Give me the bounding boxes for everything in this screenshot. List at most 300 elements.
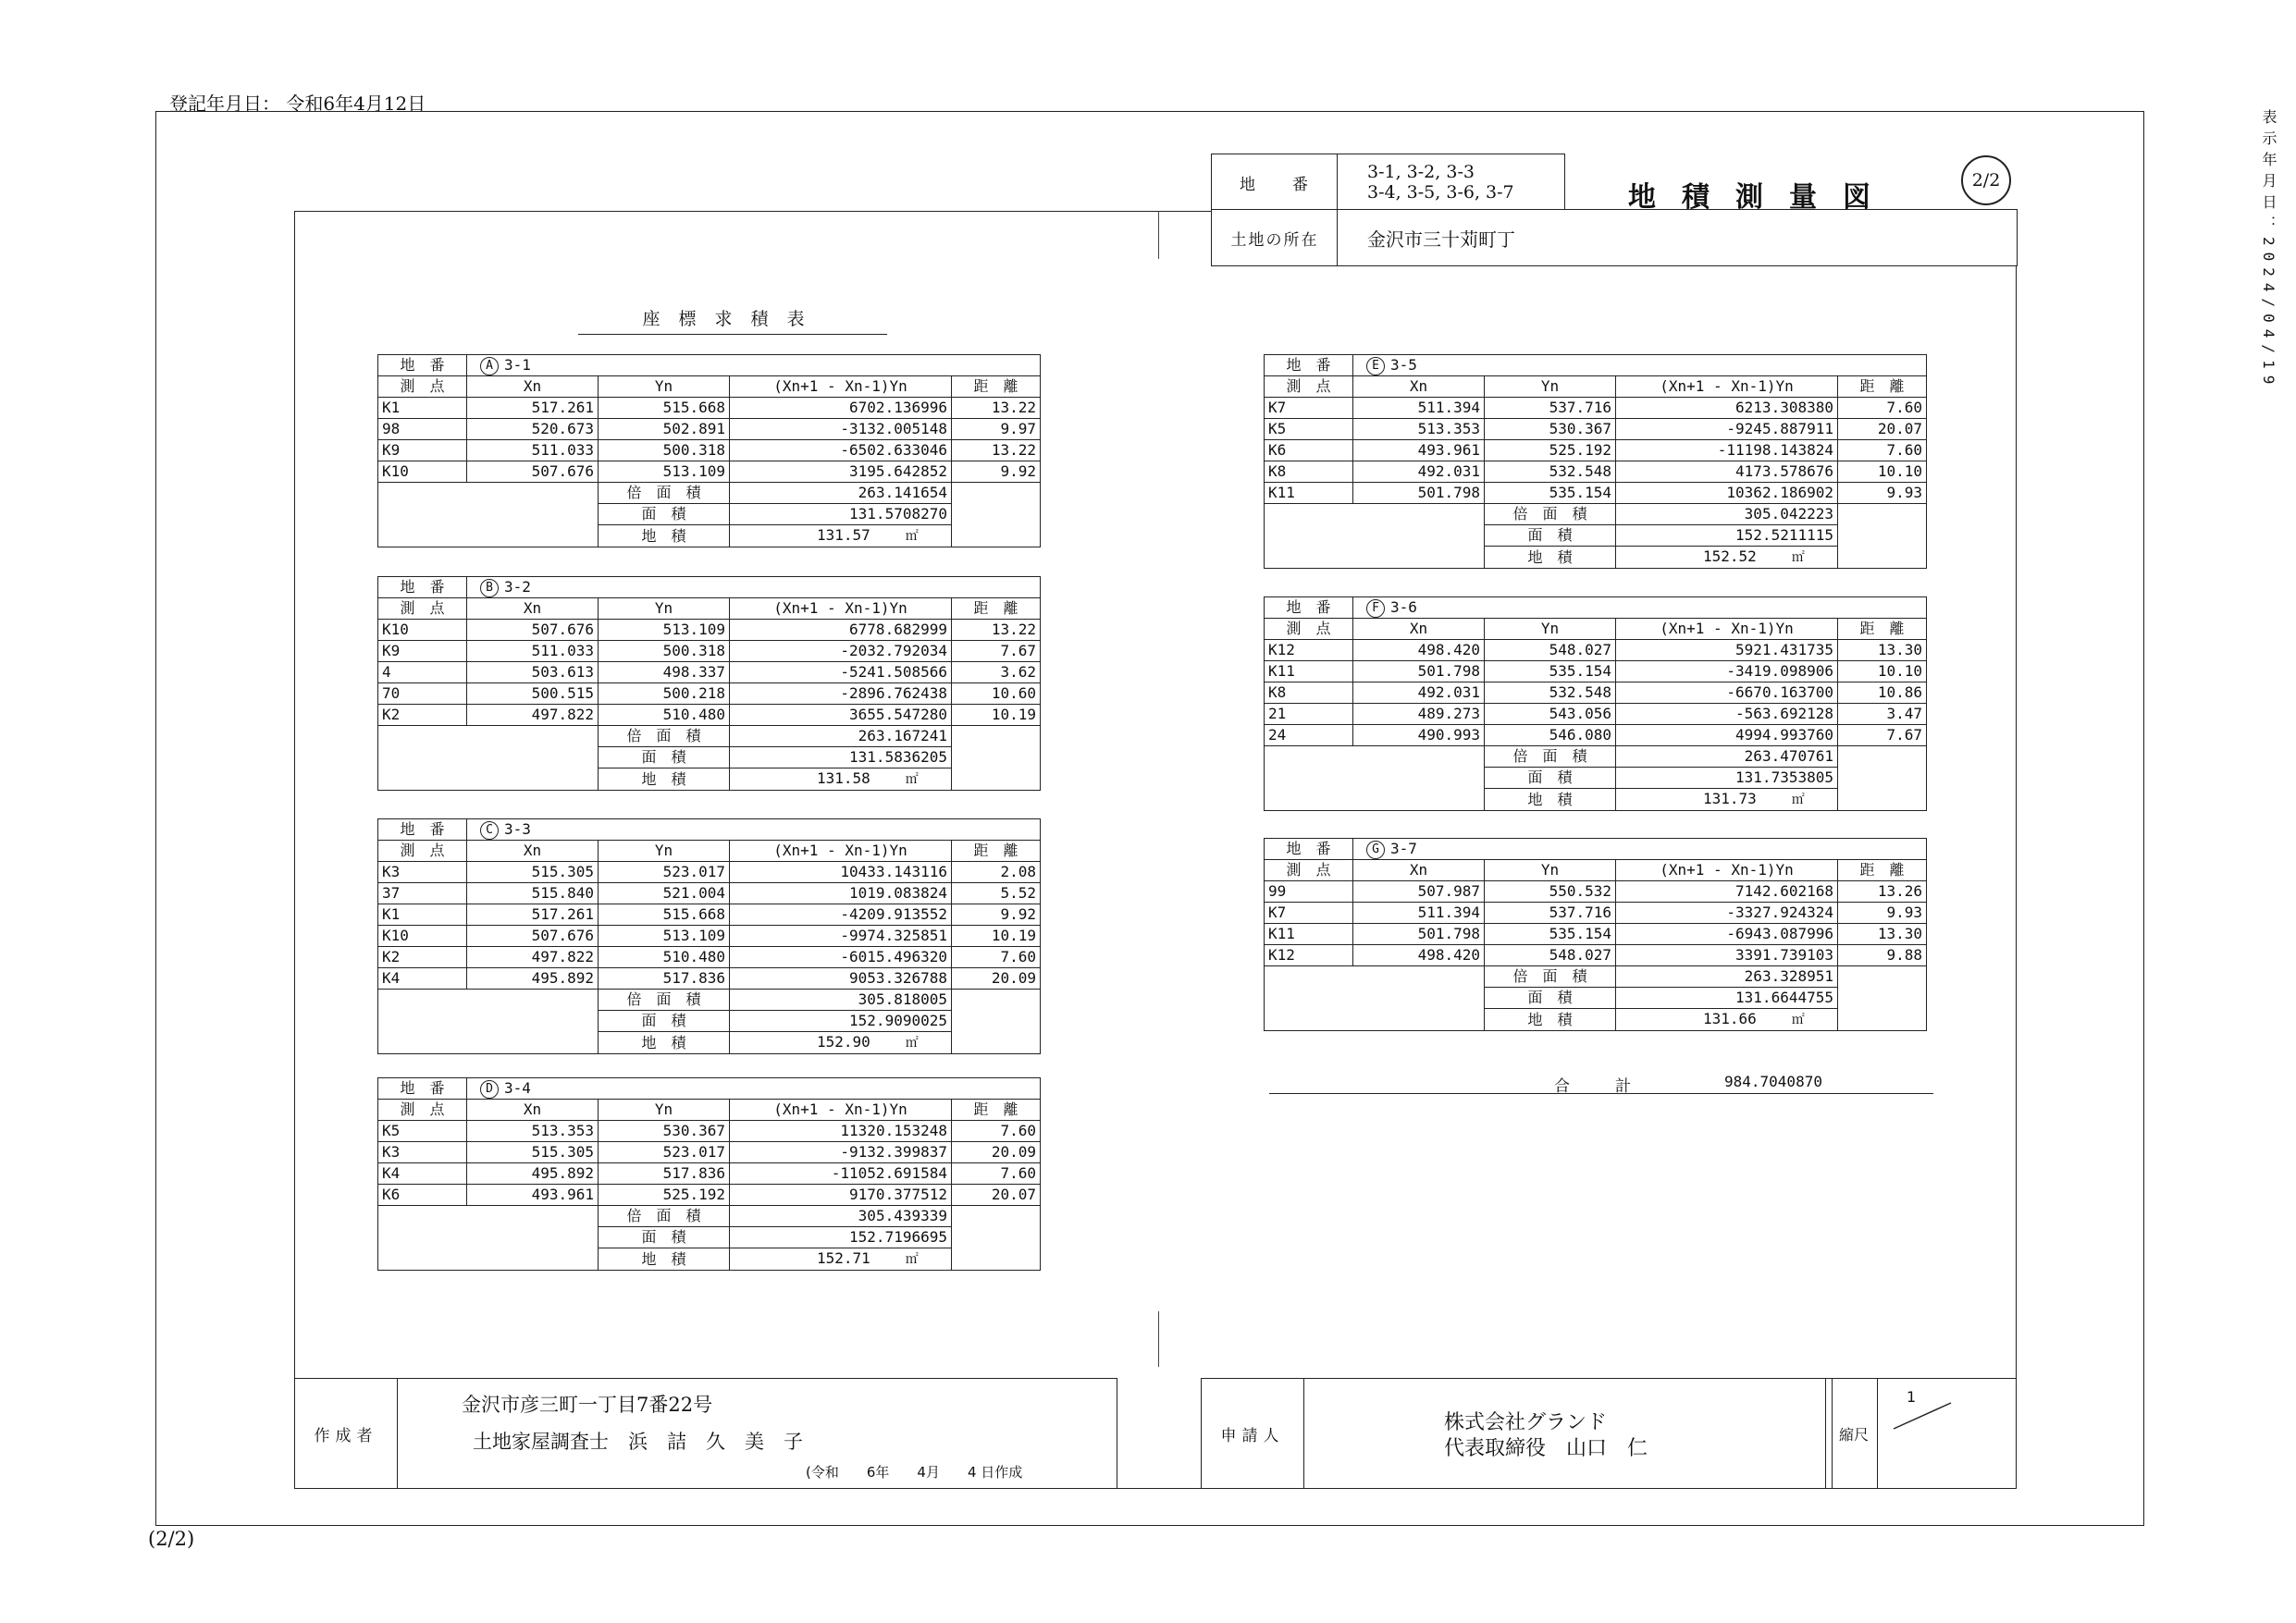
summary-value-area — [730, 747, 952, 768]
summary-label-land_area: 地 積 — [1485, 1009, 1616, 1031]
table-row — [378, 904, 1041, 926]
scale-value: 1 — [1907, 1388, 1917, 1406]
cell-xn: 520.673 — [467, 419, 599, 440]
cell-xn: 498.420 — [1353, 945, 1485, 966]
lot-mark-circle: A — [480, 357, 499, 375]
summary-value-double_area — [730, 990, 952, 1011]
header-distance: 距 離 — [952, 376, 1041, 398]
unit-square-meter: ㎡ — [905, 529, 919, 544]
summary-label-area: 面 積 — [599, 747, 730, 768]
cell-distance: 7.60 — [952, 947, 1041, 968]
cell-distance: 7.67 — [1838, 725, 1927, 746]
cell-calc: -5241.508566 — [730, 662, 952, 683]
cell-yn: 530.367 — [599, 1121, 730, 1142]
summary-empty — [952, 747, 1041, 768]
table-row — [378, 620, 1041, 641]
cell-distance: 10.60 — [952, 683, 1041, 705]
table-row — [378, 1121, 1041, 1142]
summary-value-area — [730, 1227, 952, 1248]
cell-distance: 7.60 — [1838, 398, 1927, 419]
cell-distance: 9.93 — [1838, 903, 1927, 924]
cell-distance: 9.92 — [952, 904, 1041, 926]
cell-xn: 511.033 — [467, 641, 599, 662]
summary-value-land_area — [1616, 547, 1838, 569]
summary-blank — [1265, 746, 1485, 811]
center-mark-bottom — [1158, 1311, 1159, 1367]
cell-point: 98 — [378, 419, 467, 440]
cell-calc: 7142.602168 — [1616, 881, 1838, 903]
header-yn: Yn — [1485, 376, 1616, 398]
cell-calc: 6213.308380 — [1616, 398, 1838, 419]
cell-point: K1 — [378, 398, 467, 419]
cell-yn: 543.056 — [1485, 704, 1616, 725]
summary-blank — [1265, 504, 1485, 569]
table-row — [378, 705, 1041, 726]
unit-square-meter: ㎡ — [1791, 1013, 1805, 1027]
lot-label: 地 番 — [378, 577, 467, 598]
cell-calc: 9170.377512 — [730, 1185, 952, 1206]
cell-distance: 13.22 — [952, 440, 1041, 461]
summary-empty — [1838, 988, 1927, 1009]
cell-calc: 11320.153248 — [730, 1121, 952, 1142]
summary-value-double_area — [1616, 746, 1838, 768]
cell-distance: 20.07 — [1838, 419, 1927, 440]
summary-empty — [952, 1206, 1041, 1227]
lot-mark-circle: B — [480, 579, 499, 597]
cell-calc: 1019.083824 — [730, 883, 952, 904]
unit-square-meter: ㎡ — [905, 1252, 919, 1267]
cell-point: K7 — [1265, 903, 1353, 924]
coordinate-table-3-3 — [377, 818, 1041, 1054]
lot-number: 3-7 — [1390, 840, 1417, 857]
lot-id — [1353, 597, 1927, 619]
summary-empty — [1838, 768, 1927, 789]
summary-value-area — [730, 504, 952, 525]
header-point: 測 点 — [1265, 860, 1353, 881]
table-row — [378, 1142, 1041, 1163]
summary-label-area: 面 積 — [599, 1011, 730, 1032]
cell-point: 24 — [1265, 725, 1353, 746]
cell-point: K4 — [378, 968, 467, 990]
cell-xn: 511.394 — [1353, 398, 1485, 419]
summary-label-area: 面 積 — [599, 504, 730, 525]
summary-empty — [952, 726, 1041, 747]
cell-calc: -11052.691584 — [730, 1163, 952, 1185]
coordinate-table-3-1 — [377, 354, 1041, 547]
cell-calc: -4209.913552 — [730, 904, 952, 926]
summary-blank — [378, 1206, 599, 1271]
cell-yn: 525.192 — [599, 1185, 730, 1206]
summary-label-area: 面 積 — [1485, 988, 1616, 1009]
table-row — [1265, 881, 1927, 903]
header-distance: 距 離 — [952, 1100, 1041, 1121]
summary-empty — [952, 1248, 1041, 1271]
cell-distance: 10.19 — [952, 926, 1041, 947]
total-value: 984.7040870 — [1724, 1073, 1822, 1090]
header-point: 測 点 — [1265, 376, 1353, 398]
summary-number: 152.7196695 — [849, 1228, 947, 1246]
summary-number: 131.73 — [1703, 790, 1757, 807]
header-point: 測 点 — [378, 598, 467, 620]
header-yn: Yn — [1485, 619, 1616, 640]
header-calc: (Xn+1 - Xn-1)Yn — [730, 598, 952, 620]
cell-yn: 532.548 — [1485, 682, 1616, 704]
cell-xn: 501.798 — [1353, 661, 1485, 682]
summary-label-land_area: 地 積 — [599, 1248, 730, 1271]
table-row — [1265, 461, 1927, 483]
cell-yn: 535.154 — [1485, 924, 1616, 945]
cell-distance: 13.30 — [1838, 640, 1927, 661]
summary-number: 131.58 — [817, 769, 870, 787]
cell-yn: 530.367 — [1485, 419, 1616, 440]
summary-label-double_area: 倍 面 積 — [599, 726, 730, 747]
header-calc: (Xn+1 - Xn-1)Yn — [1616, 376, 1838, 398]
summary-number: 305.818005 — [858, 990, 947, 1008]
table-row — [378, 641, 1041, 662]
cell-calc: -6943.087996 — [1616, 924, 1838, 945]
header-xn: Xn — [467, 1100, 599, 1121]
applicant-block — [1201, 1378, 2017, 1489]
lot-number: 3-4 — [504, 1079, 531, 1097]
summary-value-area — [1616, 525, 1838, 547]
cell-xn: 515.305 — [467, 862, 599, 883]
cell-xn: 497.822 — [467, 947, 599, 968]
total-rule — [1269, 1093, 1933, 1094]
cell-calc: 3655.547280 — [730, 705, 952, 726]
lot-number: 3-1 — [504, 356, 531, 374]
cell-distance: 13.26 — [1838, 881, 1927, 903]
cell-distance: 10.10 — [1838, 661, 1927, 682]
cell-point: K2 — [378, 705, 467, 726]
header-xn: Xn — [1353, 619, 1485, 640]
header-calc: (Xn+1 - Xn-1)Yn — [730, 1100, 952, 1121]
summary-blank — [378, 990, 599, 1054]
summary-label-area: 面 積 — [599, 1227, 730, 1248]
cell-point: 21 — [1265, 704, 1353, 725]
lot-id — [467, 355, 1041, 376]
cell-calc: -563.692128 — [1616, 704, 1838, 725]
header-distance: 距 離 — [1838, 860, 1927, 881]
header-xn: Xn — [467, 598, 599, 620]
summary-empty — [952, 1227, 1041, 1248]
cell-point: K11 — [1265, 661, 1353, 682]
summary-number: 152.9090025 — [849, 1012, 947, 1029]
summary-value-double_area — [1616, 966, 1838, 988]
cell-yn: 521.004 — [599, 883, 730, 904]
cell-distance: 9.92 — [952, 461, 1041, 483]
summary-number: 263.470761 — [1744, 747, 1833, 765]
table-row — [378, 926, 1041, 947]
cell-distance: 13.30 — [1838, 924, 1927, 945]
cell-yn: 500.318 — [599, 641, 730, 662]
header-distance: 距 離 — [952, 598, 1041, 620]
scale-slash — [1886, 1397, 1960, 1434]
lot-label: 地 番 — [1265, 355, 1353, 376]
table-row — [1265, 924, 1927, 945]
scale-label: 縮尺 — [1831, 1379, 1878, 1488]
cell-xn: 511.033 — [467, 440, 599, 461]
summary-label-double_area: 倍 面 積 — [1485, 746, 1616, 768]
lot-number-label: 地 番 — [1211, 154, 1339, 211]
lot-mark-circle: F — [1366, 599, 1385, 618]
author-date: (令和 6年 4月 4 日作成 — [806, 1464, 1023, 1481]
summary-empty — [952, 1032, 1041, 1054]
cell-distance: 10.10 — [1838, 461, 1927, 483]
table-row — [1265, 640, 1927, 661]
cell-calc: -2896.762438 — [730, 683, 952, 705]
table-row — [1265, 945, 1927, 966]
cell-yn: 537.716 — [1485, 903, 1616, 924]
cell-point: K1 — [378, 904, 467, 926]
cell-xn: 517.261 — [467, 398, 599, 419]
cell-xn: 495.892 — [467, 968, 599, 990]
cell-calc: -6015.496320 — [730, 947, 952, 968]
table-row — [378, 968, 1041, 990]
summary-empty — [1838, 1009, 1927, 1031]
lot-number: 3-2 — [504, 578, 531, 596]
cell-calc: 4994.993760 — [1616, 725, 1838, 746]
cell-distance: 9.93 — [1838, 483, 1927, 504]
summary-label-double_area: 倍 面 積 — [1485, 966, 1616, 988]
table-row — [378, 1185, 1041, 1206]
cell-xn: 489.273 — [1353, 704, 1485, 725]
lot-label: 地 番 — [378, 1078, 467, 1100]
cell-distance: 10.86 — [1838, 682, 1927, 704]
summary-number: 263.328951 — [1744, 967, 1833, 985]
summary-label-land_area: 地 積 — [599, 768, 730, 791]
summary-number: 263.167241 — [858, 727, 947, 744]
cell-xn: 501.798 — [1353, 924, 1485, 945]
lot-number-value — [1337, 154, 1565, 211]
cell-calc: -6502.633046 — [730, 440, 952, 461]
lot-mark-circle: G — [1366, 841, 1385, 859]
cell-calc: -3419.098906 — [1616, 661, 1838, 682]
cell-point: K12 — [1265, 640, 1353, 661]
cell-yn: 537.716 — [1485, 398, 1616, 419]
coordinate-table-3-6 — [1264, 596, 1927, 811]
lot-id — [1353, 839, 1927, 860]
cell-yn: 523.017 — [599, 862, 730, 883]
cell-point: 4 — [378, 662, 467, 683]
summary-label-area: 面 積 — [1485, 768, 1616, 789]
table-row — [378, 883, 1041, 904]
lot-number: 3-3 — [504, 820, 531, 838]
summary-number: 305.042223 — [1744, 505, 1833, 523]
lot-label: 地 番 — [378, 819, 467, 841]
cell-yn: 517.836 — [599, 1163, 730, 1185]
cell-calc: -9974.325851 — [730, 926, 952, 947]
summary-value-double_area — [730, 726, 952, 747]
cell-yn: 532.548 — [1485, 461, 1616, 483]
cell-xn: 490.993 — [1353, 725, 1485, 746]
summary-empty — [952, 990, 1041, 1011]
summary-label-double_area: 倍 面 積 — [599, 483, 730, 504]
summary-value-double_area — [730, 483, 952, 504]
unit-square-meter: ㎡ — [1791, 793, 1805, 807]
lot-id — [1353, 355, 1927, 376]
table-row — [378, 662, 1041, 683]
cell-xn: 511.394 — [1353, 903, 1485, 924]
summary-number: 305.439339 — [858, 1207, 947, 1224]
summary-empty — [952, 483, 1041, 504]
summary-empty — [1838, 525, 1927, 547]
cell-yn: 515.668 — [599, 904, 730, 926]
summary-value-area — [730, 1011, 952, 1032]
summary-value-land_area — [730, 525, 952, 547]
cell-xn: 500.515 — [467, 683, 599, 705]
cell-point: K6 — [378, 1185, 467, 1206]
header-calc: (Xn+1 - Xn-1)Yn — [730, 376, 952, 398]
cell-point: K11 — [1265, 924, 1353, 945]
cell-yn: 515.668 — [599, 398, 730, 419]
summary-empty — [1838, 789, 1927, 811]
table-row — [378, 683, 1041, 705]
summary-number: 131.66 — [1703, 1010, 1757, 1027]
header-xn: Xn — [1353, 860, 1485, 881]
cell-yn: 550.532 — [1485, 881, 1616, 903]
cell-yn: 498.337 — [599, 662, 730, 683]
cell-distance: 7.60 — [952, 1163, 1041, 1185]
cell-distance: 9.97 — [952, 419, 1041, 440]
cell-xn: 503.613 — [467, 662, 599, 683]
summary-empty — [1838, 746, 1927, 768]
lot-label: 地 番 — [378, 355, 467, 376]
lot-mark-circle: E — [1366, 357, 1385, 375]
cell-distance: 20.07 — [952, 1185, 1041, 1206]
cell-distance: 10.19 — [952, 705, 1041, 726]
cell-xn: 513.353 — [1353, 419, 1485, 440]
cell-distance: 20.09 — [952, 968, 1041, 990]
cell-calc: -3327.924324 — [1616, 903, 1838, 924]
cell-point: K9 — [378, 440, 467, 461]
author-label: 作成者 — [295, 1379, 398, 1488]
table-row — [1265, 419, 1927, 440]
summary-empty — [1838, 547, 1927, 569]
location-value: 金沢市三十苅町丁 — [1337, 209, 2018, 266]
cell-yn: 500.318 — [599, 440, 730, 461]
table-row — [1265, 903, 1927, 924]
unit-square-meter: ㎡ — [905, 772, 919, 787]
cell-calc: -3132.005148 — [730, 419, 952, 440]
page-number: (2/2) — [148, 1528, 195, 1550]
header-xn: Xn — [467, 376, 599, 398]
cell-distance: 13.22 — [952, 620, 1041, 641]
cell-point: 37 — [378, 883, 467, 904]
summary-number: 152.71 — [817, 1249, 870, 1267]
cell-calc: 6702.136996 — [730, 398, 952, 419]
header-yn: Yn — [599, 1100, 730, 1121]
cell-point: K3 — [378, 862, 467, 883]
cell-xn: 515.840 — [467, 883, 599, 904]
coordinate-table-3-5 — [1264, 354, 1927, 569]
cell-yn: 523.017 — [599, 1142, 730, 1163]
total-label: 合 計 — [1554, 1077, 1646, 1096]
lot-label: 地 番 — [1265, 839, 1353, 860]
document-title: 地積測量図 — [1628, 181, 1896, 214]
table-row — [378, 419, 1041, 440]
summary-value-double_area — [730, 1206, 952, 1227]
cell-calc: 3195.642852 — [730, 461, 952, 483]
cell-xn: 507.676 — [467, 620, 599, 641]
header-yn: Yn — [599, 376, 730, 398]
lot-id — [467, 577, 1041, 598]
cell-calc: 4173.578676 — [1616, 461, 1838, 483]
cell-xn: 498.420 — [1353, 640, 1485, 661]
cell-point: K2 — [378, 947, 467, 968]
header-calc: (Xn+1 - Xn-1)Yn — [730, 841, 952, 862]
cell-xn: 507.676 — [467, 926, 599, 947]
header-point: 測 点 — [378, 1100, 467, 1121]
summary-label-land_area: 地 積 — [599, 525, 730, 547]
cell-distance: 2.08 — [952, 862, 1041, 883]
table-row — [378, 947, 1041, 968]
cell-distance: 7.67 — [952, 641, 1041, 662]
cell-xn: 501.798 — [1353, 483, 1485, 504]
cell-yn: 500.218 — [599, 683, 730, 705]
cell-point: K10 — [378, 926, 467, 947]
cell-point: K9 — [378, 641, 467, 662]
cell-calc: 10433.143116 — [730, 862, 952, 883]
summary-blank — [378, 726, 599, 791]
summary-value-area — [1616, 988, 1838, 1009]
cell-yn: 525.192 — [1485, 440, 1616, 461]
summary-number: 131.7353805 — [1735, 768, 1833, 786]
cell-calc: 10362.186902 — [1616, 483, 1838, 504]
registration-date: 登記年月日： 令和6年4月12日 — [169, 92, 426, 115]
summary-label-land_area: 地 積 — [1485, 547, 1616, 569]
summary-value-land_area — [730, 1248, 952, 1271]
lot-id — [467, 819, 1041, 841]
header-xn: Xn — [1353, 376, 1485, 398]
cell-xn: 492.031 — [1353, 682, 1485, 704]
summary-value-land_area — [1616, 1009, 1838, 1031]
summary-label-double_area: 倍 面 積 — [599, 990, 730, 1011]
cell-calc: -11198.143824 — [1616, 440, 1838, 461]
cell-point: K12 — [1265, 945, 1353, 966]
header-yn: Yn — [1485, 860, 1616, 881]
summary-label-double_area: 倍 面 積 — [1485, 504, 1616, 525]
cell-point: 99 — [1265, 881, 1353, 903]
cell-xn: 493.961 — [1353, 440, 1485, 461]
lot-number: 3-6 — [1390, 598, 1417, 616]
author-name: 土地家屋調査士 浜 詰 久 美 子 — [473, 1431, 803, 1453]
summary-blank — [1265, 966, 1485, 1031]
cell-distance: 9.88 — [1838, 945, 1927, 966]
summary-number: 131.6644755 — [1735, 989, 1833, 1006]
display-date-vertical: 表示年月日：2024/04/19 — [2260, 109, 2277, 391]
cell-calc: -9132.399837 — [730, 1142, 952, 1163]
cell-point: K4 — [378, 1163, 467, 1185]
cell-calc: -2032.792034 — [730, 641, 952, 662]
summary-number: 152.5211115 — [1735, 526, 1833, 544]
header-yn: Yn — [599, 598, 730, 620]
table-row — [378, 862, 1041, 883]
unit-square-meter: ㎡ — [905, 1036, 919, 1051]
cell-distance: 3.47 — [1838, 704, 1927, 725]
cell-point: K8 — [1265, 682, 1353, 704]
summary-label-double_area: 倍 面 積 — [599, 1206, 730, 1227]
cell-yn: 513.109 — [599, 461, 730, 483]
cell-point: K10 — [378, 461, 467, 483]
cell-xn: 497.822 — [467, 705, 599, 726]
table-row — [1265, 661, 1927, 682]
summary-value-land_area — [730, 1032, 952, 1054]
sheet-number-badge: 2/2 — [1961, 155, 2011, 205]
cell-point: K6 — [1265, 440, 1353, 461]
summary-empty — [952, 525, 1041, 547]
cell-xn: 495.892 — [467, 1163, 599, 1185]
table-row — [378, 1163, 1041, 1185]
